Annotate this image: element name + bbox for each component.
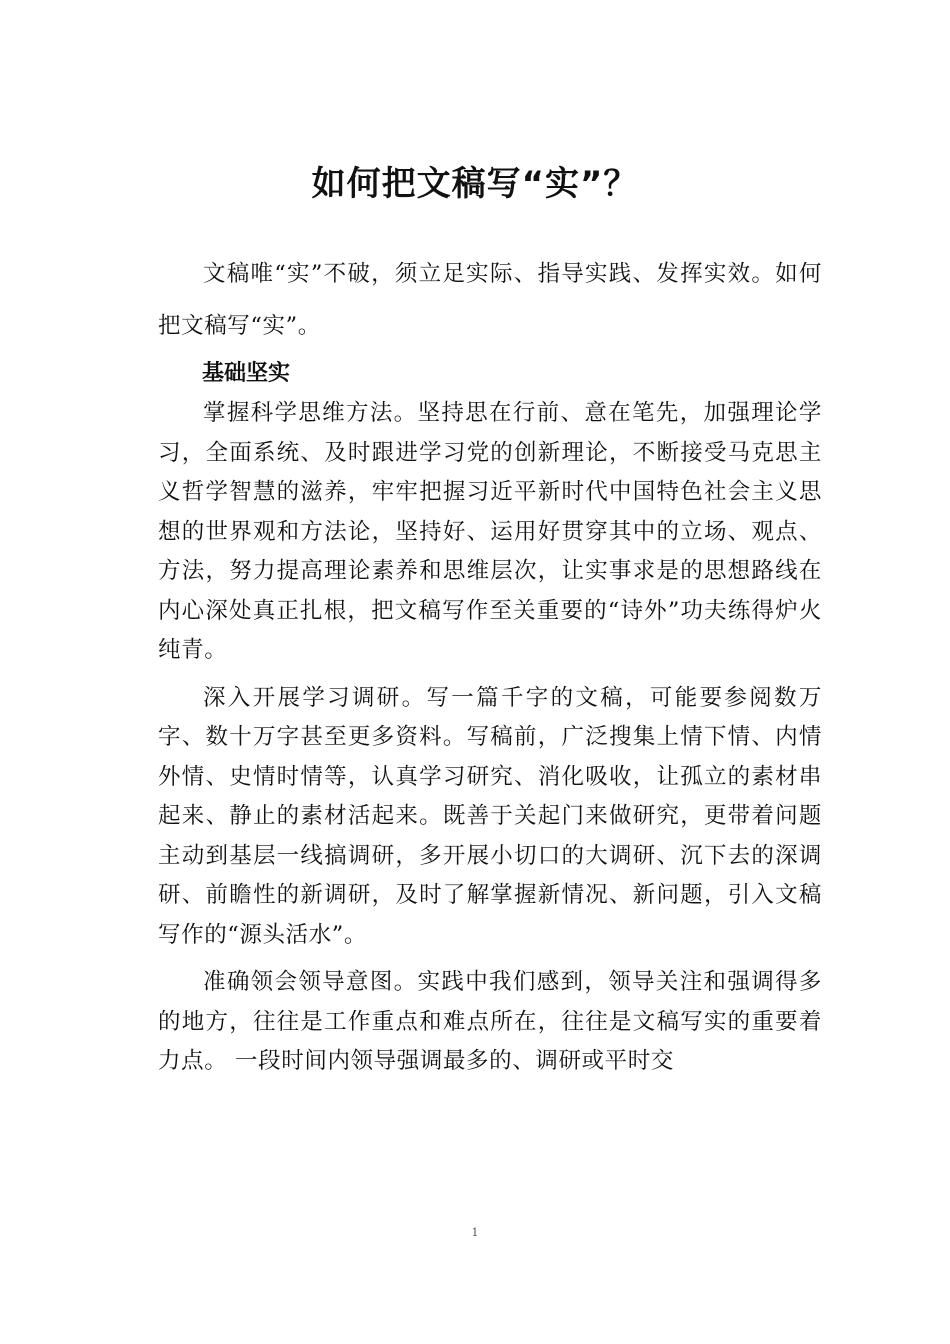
paragraph-research: 深入开展学习调研。写一篇千字的文稿，可能要参阅数万字、数十万字甚至更多资料。写稿前，广泛搜集上情下情、内情外情、史情时情等，认真学习研究、消化吸收，让孤立的素材串起来、静止的素材活起来。既善于关起门来做研究，更带着问题主动到基层一线搞调研，多开展小切口的大调研、沉下去的深调研、前瞻性的新调研，及时了解掌握新情况、新问题，引入文稿写作的“源头活水”。 [158, 684, 822, 948]
paragraph-leader-intent: 准确领会领导意图。实践中我们感到，领导关注和强调得多的地方，往往是工作重点和难点所在，往往是文稿写实的重要着力点。 一段时间内领导强调最多的、调研或平时交 [158, 969, 822, 1074]
document-body [158, 248, 822, 1082]
paragraph-thinking-methods: 掌握科学思维方法。坚持思在行前、意在笔先，加强理论学习，全面系统、及时跟进学习党的创新理论，不断接受马克思主义哲学智慧的滋养，牢牢把握习近平新时代中国特色社会主义思想的世界观和方法论，坚持好、运用好贯穿其中的立场、观点、方法，努力提高理论素养和思维层次，让实事求是的思想路线在内心深处真正扎根，把文稿写作至关重要的“诗外”功夫练得炉火纯青。 [158, 400, 822, 663]
page-number: 1 [471, 1226, 479, 1239]
section-heading: 基础坚实 [202, 361, 291, 386]
intro-paragraph: 文稿唯“实”不破，须立足实际、指导实践、发挥实效。如何把文稿写“实”。 [158, 261, 822, 339]
page-title: 如何把文稿写“实”？ [311, 164, 639, 204]
